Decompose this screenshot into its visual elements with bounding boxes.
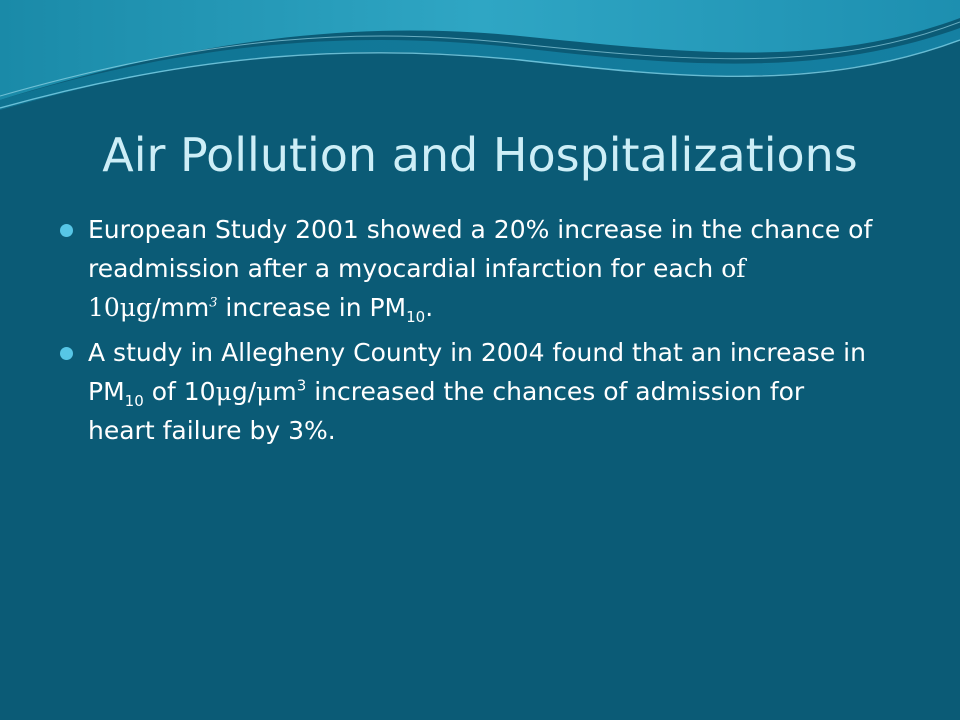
header-wave-decoration <box>0 0 960 120</box>
bullet-text: European Study 2001 showed a 20% increase in the chance of readmission after a myocardial infarction for each <box>88 215 873 283</box>
bullet-text: . <box>425 293 434 322</box>
bullet-text: m <box>272 377 297 406</box>
bullet-text: increase in PM <box>217 293 407 322</box>
bullet-item-european-study <box>58 210 878 327</box>
bullet-text: A study in Allegheny County in 2004 found that an increase in PM <box>88 338 866 406</box>
bullet-dot-icon <box>60 347 73 360</box>
subscript: 10 <box>406 308 426 326</box>
bullet-text: /mm <box>152 293 210 322</box>
mu-symbol: μ <box>215 377 232 406</box>
bullet-text-serif: of 10μg <box>88 254 746 322</box>
mu-symbol: μ <box>256 377 273 406</box>
bullet-text: of 10 <box>143 377 216 406</box>
superscript: 3 <box>209 295 218 311</box>
bullet-text: increased the chances of admission for heart failure by 3%. <box>88 377 805 445</box>
bullet-list <box>58 210 878 456</box>
superscript: 3 <box>296 376 307 395</box>
subscript: 10 <box>124 392 144 410</box>
bullet-dot-icon <box>60 224 73 237</box>
slide-title: Air Pollution and Hospitalizations <box>102 128 858 182</box>
bullet-item-allegheny-study <box>58 333 878 450</box>
bullet-text: g/ <box>231 377 257 406</box>
